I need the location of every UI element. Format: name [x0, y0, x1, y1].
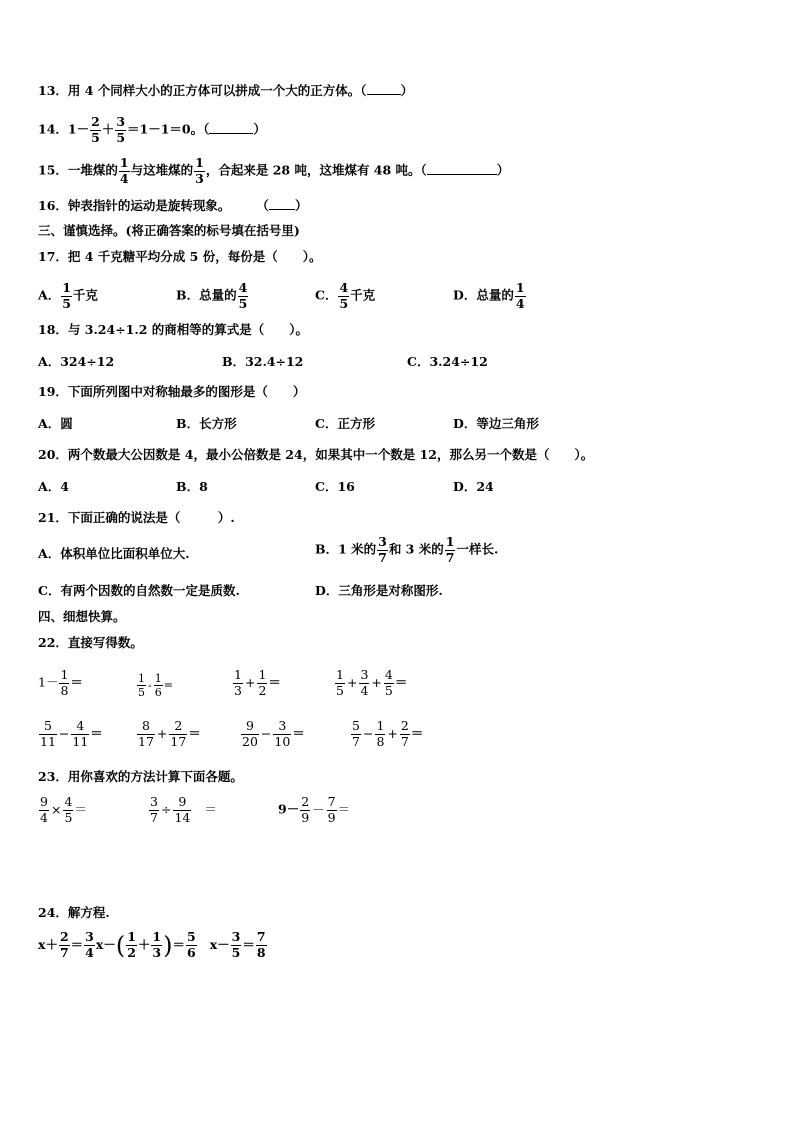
- denominator: 4: [360, 682, 369, 698]
- numerator: 3: [378, 534, 387, 549]
- fraction: [233, 669, 243, 697]
- expression: $\frac{3}{7}$ ÷ $\frac{9}{14}$ ＝: [150, 794, 217, 825]
- question-18: 18．与 3.24÷1.2 的商相等的算式是（ ）。: [38, 322, 309, 337]
- numerator: 2: [174, 718, 183, 733]
- fraction: [151, 931, 162, 959]
- denominator: 7: [445, 549, 455, 565]
- denominator: 14: [174, 809, 191, 825]
- numerator: 9: [178, 794, 187, 809]
- numerator: 1: [515, 280, 525, 295]
- denominator: 5: [339, 295, 349, 311]
- denominator: 6: [187, 944, 196, 960]
- fraction: [338, 282, 349, 310]
- question-14: 14．1－ $\frac{2}{5}$ ＋ $\frac{3}{5}$ ＝1－1＝0。（ ）: [38, 114, 266, 145]
- numerator: 8: [141, 718, 150, 733]
- expression: $\frac{9}{20}$ − $\frac{3}{10}$ ＝: [242, 718, 305, 749]
- fraction: [137, 720, 155, 748]
- fraction: [384, 669, 394, 697]
- fraction: [335, 669, 345, 697]
- fraction: [515, 282, 526, 310]
- option-a[interactable]: A．体积单位比面积单位大.: [38, 546, 190, 561]
- option-c[interactable]: C．有两个因数的自然数一定是质数.: [38, 583, 240, 598]
- option-c[interactable]: C．正方形: [315, 416, 375, 431]
- fraction: [194, 157, 205, 185]
- fraction: [351, 720, 361, 748]
- denominator: 17: [170, 733, 187, 749]
- numerator: 1: [258, 667, 267, 682]
- fraction: [137, 673, 146, 698]
- equation-3: x－ $\frac{3}{5}$ ＝ $\frac{7}{8}$: [209, 929, 266, 960]
- fraction: [71, 720, 89, 748]
- question-24: 24．解方程.: [38, 905, 110, 920]
- denominator: 11: [40, 733, 56, 749]
- numerator: 1: [195, 155, 204, 170]
- numerator: 4: [384, 667, 393, 682]
- question-19: 19．下面所列图中对称轴最多的图形是（ ）: [38, 384, 306, 399]
- option-b[interactable]: B．32.4÷12: [222, 354, 304, 369]
- fraction: [149, 796, 159, 824]
- fraction: [169, 720, 187, 748]
- numerator: 1: [119, 155, 129, 170]
- question-16: 16．钟表指针的运动是旋转现象。 （ ）: [38, 198, 308, 213]
- expression: $\frac{8}{17}$ + $\frac{2}{17}$ ＝: [138, 718, 201, 749]
- numerator: 9: [40, 794, 48, 809]
- option-a[interactable]: A．4: [38, 479, 69, 494]
- numerator: 3: [231, 929, 241, 944]
- fraction: [119, 157, 130, 185]
- denominator: 7: [150, 809, 158, 825]
- fraction: [90, 116, 101, 144]
- fraction: [300, 796, 310, 824]
- section-3-heading: 三、谨慎选择。(将正确答案的标号填在括号里): [38, 223, 300, 238]
- numerator: 1: [127, 929, 136, 944]
- fraction: [257, 669, 267, 697]
- option-b[interactable]: B．8: [176, 479, 208, 494]
- denominator: 5: [64, 809, 73, 825]
- denominator: 11: [72, 733, 89, 749]
- fraction: [84, 931, 95, 959]
- numerator: 1: [152, 929, 162, 944]
- numerator: 1: [234, 667, 242, 682]
- fraction: [256, 931, 267, 959]
- denominator: 17: [138, 733, 154, 749]
- fraction: [61, 282, 72, 310]
- numerator: 1: [154, 672, 162, 685]
- numerator: 1: [445, 534, 455, 549]
- denominator: 3: [234, 682, 242, 698]
- expression: $\frac{9}{4}$ × $\frac{4}{5}$ ＝: [40, 794, 87, 825]
- section-4-heading: 四、细想快算。: [38, 609, 126, 624]
- expression: 1－ $\frac{1}{8}$ ＝: [38, 667, 83, 698]
- option-d[interactable]: D．等边三角形: [453, 416, 539, 431]
- numerator: 3: [116, 114, 126, 129]
- question-22: 22．直接写得数。: [38, 635, 143, 650]
- denominator: 4: [40, 809, 48, 825]
- answer-blank[interactable]: [209, 133, 253, 134]
- denominator: 5: [238, 295, 248, 311]
- numerator: 5: [352, 718, 360, 733]
- denominator: 5: [336, 682, 344, 698]
- denominator: 7: [352, 733, 360, 749]
- option-c[interactable]: C．3.24÷12: [407, 354, 488, 369]
- question-23: 23．用你喜欢的方法计算下面各题。: [38, 769, 243, 784]
- numerator: 5: [187, 929, 196, 944]
- denominator: 9: [301, 809, 310, 825]
- numerator: 1: [376, 718, 385, 733]
- denominator: 4: [85, 944, 94, 960]
- option-d[interactable]: D．总量的 $\frac{1}{4}$: [453, 280, 525, 311]
- numerator: 2: [59, 929, 69, 944]
- numerator: 1: [62, 280, 71, 295]
- numerator: 4: [238, 280, 248, 295]
- numerator: 7: [256, 929, 266, 944]
- denominator: 9: [327, 809, 336, 825]
- denominator: 6: [154, 686, 162, 699]
- fraction: [154, 673, 163, 698]
- equation-2: x－( $\frac{1}{2}$ ＋ $\frac{1}{3}$ )＝ $\frac{5}{6}$: [95, 929, 196, 960]
- question-21: 21．下面正确的说法是（ ）.: [38, 510, 235, 525]
- equations: [38, 931, 268, 959]
- fraction: [375, 720, 385, 748]
- denominator: 7: [400, 733, 409, 749]
- option-a[interactable]: A．324÷12: [38, 354, 115, 369]
- denominator: 8: [376, 733, 385, 749]
- numerator: 2: [91, 114, 100, 129]
- denominator: 8: [256, 944, 266, 960]
- equation-1: x＋ $\frac{2}{7}$ ＝ $\frac{3}{4}$: [38, 929, 94, 960]
- option-b[interactable]: B．长方形: [176, 416, 237, 431]
- expression: $\frac{1}{5}$ + $\frac{3}{4}$ + $\frac{4}{5}$ ＝: [336, 667, 408, 698]
- numerator: 4: [339, 280, 349, 295]
- numerator: 1: [60, 667, 69, 682]
- numerator: 1: [336, 667, 344, 682]
- numerator: 9: [245, 718, 254, 733]
- fraction: [39, 796, 49, 824]
- denominator: 7: [59, 944, 69, 960]
- denominator: 5: [231, 944, 241, 960]
- fraction: [327, 796, 337, 824]
- expression: $\frac{1}{3}$ + $\frac{1}{2}$ ＝: [234, 667, 281, 698]
- fraction: [39, 720, 57, 748]
- fraction: [186, 931, 197, 959]
- numerator: 3: [360, 667, 369, 682]
- question-17: 17．把 4 千克糖平均分成 5 份，每份是（ ）。: [38, 249, 322, 264]
- fraction: [173, 796, 191, 824]
- numerator: 4: [76, 718, 85, 733]
- denominator: 8: [60, 682, 69, 698]
- question-15: 15．一堆煤的 $\frac{1}{4}$ 与这堆煤的 $\frac{1}{3}$ ，合起来是 28 吨，这堆煤有 48 吨。（ ）: [38, 155, 510, 186]
- fraction: [231, 931, 242, 959]
- numerator: 2: [301, 794, 310, 809]
- numerator: 5: [43, 718, 52, 733]
- denominator: 5: [62, 295, 71, 311]
- option-d[interactable]: D．24: [453, 479, 494, 494]
- fraction: [273, 720, 291, 748]
- question-20: 20．两个数最大公因数是 4，最小公倍数是 24，如果其中一个数是 12，那么另一个数是（ ）。: [38, 447, 594, 462]
- option-b[interactable]: B．总量的 $\frac{4}{5}$: [176, 280, 248, 311]
- denominator: 10: [274, 733, 291, 749]
- fraction: [445, 536, 456, 564]
- denominator: 20: [242, 733, 258, 749]
- denominator: 2: [258, 682, 267, 698]
- denominator: 3: [152, 944, 162, 960]
- expression: $\frac{5}{11}$ − $\frac{4}{11}$ ＝: [40, 718, 103, 749]
- denominator: 4: [119, 170, 129, 186]
- denominator: 2: [127, 944, 136, 960]
- denominator: 5: [91, 129, 100, 145]
- expression: 9－ $\frac{2}{9}$ － $\frac{7}{9}$ ＝: [278, 794, 351, 825]
- fraction: [400, 720, 410, 748]
- numerator: 1: [138, 672, 145, 685]
- option-d[interactable]: D．三角形是对称图形.: [315, 583, 443, 598]
- question-13: 13．用 4 个同样大小的正方体可以拼成一个大的正方体。（ ）: [38, 83, 414, 98]
- denominator: 3: [195, 170, 204, 186]
- option-b[interactable]: B．1 米的 $\frac{3}{7}$ 和 3 米的 $\frac{1}{7}$ 一样长.: [315, 534, 499, 565]
- numerator: 3: [85, 929, 94, 944]
- option-c[interactable]: C．16: [315, 479, 355, 494]
- option-c[interactable]: C． $\frac{4}{5}$ 千克: [315, 280, 376, 311]
- denominator: 5: [116, 129, 126, 145]
- option-a[interactable]: A．圆: [38, 416, 73, 431]
- numerator: 2: [400, 718, 409, 733]
- numerator: 3: [278, 718, 287, 733]
- expression: $\frac{1}{5}$ - $\frac{1}{6}$ =: [138, 672, 173, 699]
- answer-blank[interactable]: [427, 174, 497, 175]
- fraction: [63, 796, 73, 824]
- fraction: [59, 931, 70, 959]
- option-a[interactable]: A． $\frac{1}{5}$ 千克: [38, 280, 98, 311]
- answer-blank[interactable]: [367, 94, 401, 95]
- fraction: [359, 669, 369, 697]
- denominator: 5: [138, 686, 145, 699]
- fraction: [377, 536, 388, 564]
- numerator: 3: [150, 794, 158, 809]
- denominator: 5: [384, 682, 393, 698]
- fraction: [126, 931, 137, 959]
- fraction: [59, 669, 69, 697]
- numerator: 4: [64, 794, 73, 809]
- fraction: [238, 282, 249, 310]
- numerator: 7: [327, 794, 336, 809]
- expression: $\frac{5}{7}$ − $\frac{1}{8}$ + $\frac{2}{7}$ ＝: [352, 718, 424, 749]
- denominator: 4: [515, 295, 525, 311]
- denominator: 7: [378, 549, 387, 565]
- fraction: [241, 720, 259, 748]
- answer-blank[interactable]: [269, 209, 295, 210]
- fraction: [115, 116, 126, 144]
